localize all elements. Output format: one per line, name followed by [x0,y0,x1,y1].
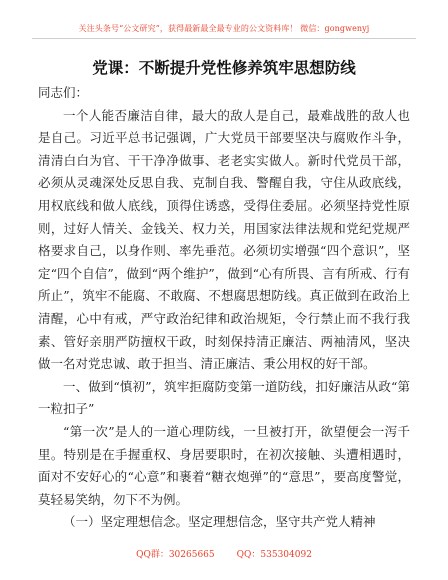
salutation: 同志们： [38,85,89,100]
document-title: 党课：不断提升党性修养筑牢思想防线 [92,59,356,77]
paragraph-first-time: “第一次”是人的一道心理防线，一旦被打开，欲望便会一泻千里。特别是在手握重权、身居要职时，在初次接触、头遭相遇时，面对不安好心的“心意”和裹着“糖衣炮弹”的“意思”，要高度警觉，莫轻易笑纳，勿下不为例。 [38,423,410,507]
header-divider [32,38,416,39]
footer-contact [0,547,448,560]
promo-banner: 关注头条号“公文研究”，获得最新最全最专业的公文资料库！ 微信：gongwenyj [78,24,370,33]
footer-qq-group: QQ群：30265665 [136,550,215,560]
section-heading-1: 一、做到“慎初”，筑牢拒腐防变第一道防线，扣好廉洁从政“第一粒扣子” [38,378,410,417]
footer-qq: QQ：535304092 [236,550,312,560]
document-body [38,82,410,534]
paragraph-intro: 一个人能否廉洁自律，最大的敌人是自己，最难战胜的敌人也是自己。习近平总书记强调，广大党员干部要坚决与腐败作斗争，清清白白为官、干干净净做事、老老实实做人。新时代党员干部，必须从灵魂深处反思自我、克制自我、警醒自我，守住从政底线，用权底线和做人底线，顶得住诱惑，受得住委屈。必须坚持党性原则，过好人情关、金钱关、权力关，用国家法律法规和党纪党规严格要求自己，以身作则、率先垂范。必须切实增强“四个意识”，坚定“四个自信”，做到“两个维护”，做到“心有所畏、言有所戒、行有所止”，筑牢不能腐、不敢腐、不想腐思想防线。真正做到在政治上清醒，心中有戒，严守政治纪律和政治规矩，令行禁止而不我行我素、管好亲朋严防擅权干政，时刻保持清正廉洁、两袖清风，坚决做一名对党忠诚、敢于担当、清正廉洁、秉公用权的好干部。 [38,107,410,372]
subsection-heading-1: （一）坚定理想信念。坚定理想信念，坚守共产党人精神 [63,514,376,530]
